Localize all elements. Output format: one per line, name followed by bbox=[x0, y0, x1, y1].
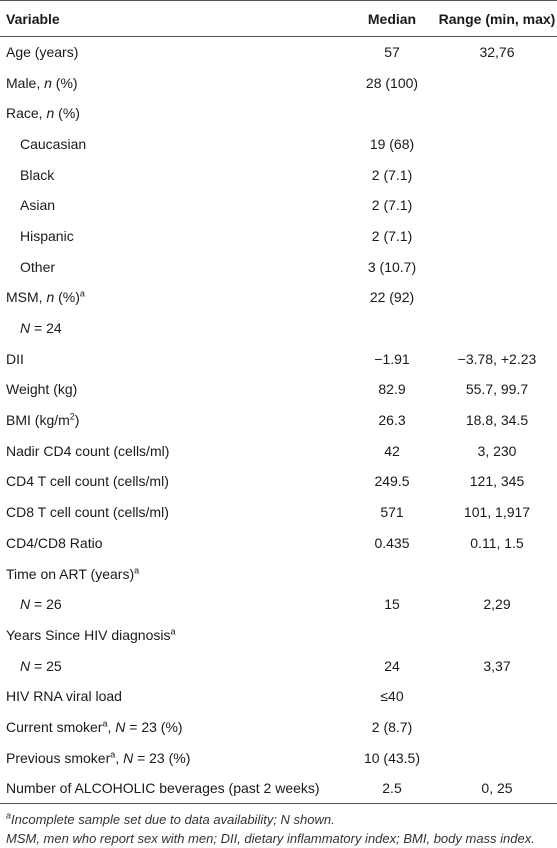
row-range: 0, 25 bbox=[481, 780, 513, 797]
row-label: Age (years) bbox=[6, 44, 79, 61]
footnotes bbox=[0, 804, 557, 848]
row-range: 2,29 bbox=[483, 596, 511, 613]
table-row bbox=[0, 773, 557, 804]
row-median: 2 (8.7) bbox=[371, 718, 413, 735]
row-label: CD4 T cell count (cells/ml) bbox=[6, 473, 169, 490]
table-row bbox=[0, 374, 557, 405]
footnote-a bbox=[6, 810, 551, 829]
row-range bbox=[437, 159, 557, 190]
row-range bbox=[437, 129, 557, 160]
row-median: 571 bbox=[380, 504, 404, 521]
row-median: 2 (7.1) bbox=[371, 227, 413, 244]
row-label: Current smoker$^a$, N = 23 (%) bbox=[6, 718, 183, 735]
row-label: Asian bbox=[20, 197, 56, 214]
row-median: 2 (7.1) bbox=[371, 166, 413, 183]
row-label: Time on ART (years)$^a$ bbox=[6, 564, 140, 582]
row-label: Years Since HIV diagnosis$^a$ bbox=[6, 626, 176, 643]
row-label: Hispanic bbox=[20, 227, 74, 244]
row-range bbox=[437, 190, 557, 221]
table-row bbox=[0, 343, 557, 374]
row-range bbox=[437, 313, 557, 344]
row-range: 32,76 bbox=[479, 44, 515, 61]
table-row bbox=[0, 497, 557, 528]
row-label: CD8 T cell count (cells/ml) bbox=[6, 504, 169, 521]
row-range: 55.7, 99.7 bbox=[465, 381, 529, 398]
row-label: Caucasian bbox=[20, 135, 87, 152]
row-range bbox=[437, 620, 557, 651]
table-row bbox=[0, 712, 557, 743]
row-median: 0.435 bbox=[374, 534, 410, 551]
row-median: 82.9 bbox=[378, 381, 406, 398]
row-median: 24 bbox=[384, 657, 400, 674]
row-label: HIV RNA viral load bbox=[6, 688, 122, 705]
row-range bbox=[437, 742, 557, 773]
row-range: 121, 345 bbox=[469, 473, 525, 490]
table-row bbox=[0, 650, 557, 681]
row-range: 3,37 bbox=[483, 657, 511, 674]
row-range bbox=[437, 251, 557, 282]
row-range bbox=[437, 681, 557, 712]
table-row bbox=[0, 282, 557, 313]
table-row bbox=[0, 589, 557, 620]
row-median: 28 (100) bbox=[365, 74, 419, 91]
table-row bbox=[0, 159, 557, 190]
table-row bbox=[0, 742, 557, 773]
table-row bbox=[0, 190, 557, 221]
row-median: 57 bbox=[384, 44, 400, 61]
table-row bbox=[0, 313, 557, 344]
footnote-a-mark: a bbox=[6, 810, 12, 821]
table-body bbox=[0, 37, 557, 804]
row-range: 0.11, 1.5 bbox=[470, 534, 524, 551]
row-label: Nadir CD4 count (cells/ml) bbox=[6, 442, 170, 459]
table-row bbox=[0, 558, 557, 589]
row-median: 19 (68) bbox=[369, 135, 415, 152]
row-label: DII bbox=[6, 350, 24, 367]
row-median: 2.5 bbox=[382, 780, 402, 797]
row-median: −1.91 bbox=[374, 350, 410, 367]
table-row bbox=[0, 37, 557, 68]
row-range bbox=[437, 98, 557, 129]
row-label: Black bbox=[20, 166, 55, 183]
row-label: Other bbox=[20, 258, 56, 275]
table-row bbox=[0, 528, 557, 559]
table-row bbox=[0, 620, 557, 651]
table-row bbox=[0, 466, 557, 497]
table-row bbox=[0, 681, 557, 712]
table-row bbox=[0, 435, 557, 466]
row-median: 42 bbox=[384, 442, 400, 459]
row-median bbox=[347, 620, 437, 651]
table-row bbox=[0, 129, 557, 160]
row-median: 2 (7.1) bbox=[371, 197, 413, 214]
row-range bbox=[437, 712, 557, 743]
row-label: Weight (kg) bbox=[6, 381, 78, 398]
row-label: N = 26 bbox=[20, 596, 62, 613]
row-median: 26.3 bbox=[378, 412, 406, 429]
header-row bbox=[0, 1, 557, 37]
row-median: 10 (43.5) bbox=[363, 749, 421, 766]
row-median: 3 (10.7) bbox=[367, 258, 417, 275]
row-label: CD4/CD8 Ratio bbox=[6, 534, 103, 551]
row-label: N = 25 bbox=[20, 657, 62, 674]
row-median: 249.5 bbox=[374, 473, 410, 490]
row-range bbox=[437, 282, 557, 313]
row-label: N = 24 bbox=[20, 320, 62, 337]
header-range: Range (min, max) bbox=[437, 1, 557, 37]
footnote-a-text: Incomplete sample set due to data availability; N shown. bbox=[11, 812, 335, 828]
footnote-abbreviations: MSM, men who report sex with men; DII, dietary inflammatory index; BMI, body mass index. bbox=[6, 831, 535, 847]
row-label: Previous smoker$^a$, N = 23 (%) bbox=[6, 749, 191, 766]
table-row bbox=[0, 221, 557, 252]
row-range: 3, 230 bbox=[477, 442, 517, 459]
table-row bbox=[0, 251, 557, 282]
row-label: Male, n (%) bbox=[6, 74, 78, 91]
row-label: BMI $(kg/m^2)$ bbox=[6, 411, 80, 429]
row-range bbox=[437, 67, 557, 98]
header-variable: Variable bbox=[0, 1, 347, 37]
row-label: MSM, n (%)$^a$ bbox=[6, 288, 85, 306]
table-row bbox=[0, 98, 557, 129]
row-range bbox=[437, 558, 557, 589]
row-range bbox=[437, 221, 557, 252]
table-row bbox=[0, 405, 557, 436]
header-median: Median bbox=[347, 1, 437, 37]
row-median: 22 (92) bbox=[369, 289, 415, 306]
row-label: Number of ALCOHOLIC beverages (past 2 weeks) bbox=[6, 780, 320, 797]
table-row bbox=[0, 67, 557, 98]
row-median: 15 bbox=[384, 596, 400, 613]
row-median bbox=[347, 313, 437, 344]
row-label: Race, n (%) bbox=[6, 105, 80, 122]
row-range: 101, 1,917 bbox=[463, 504, 531, 521]
row-range: 18.8, 34.5 bbox=[465, 412, 529, 429]
row-median bbox=[347, 98, 437, 129]
row-range: −3.78, +2.23 bbox=[457, 350, 537, 367]
row-median: ≤40 bbox=[380, 688, 404, 705]
row-median bbox=[347, 558, 437, 589]
